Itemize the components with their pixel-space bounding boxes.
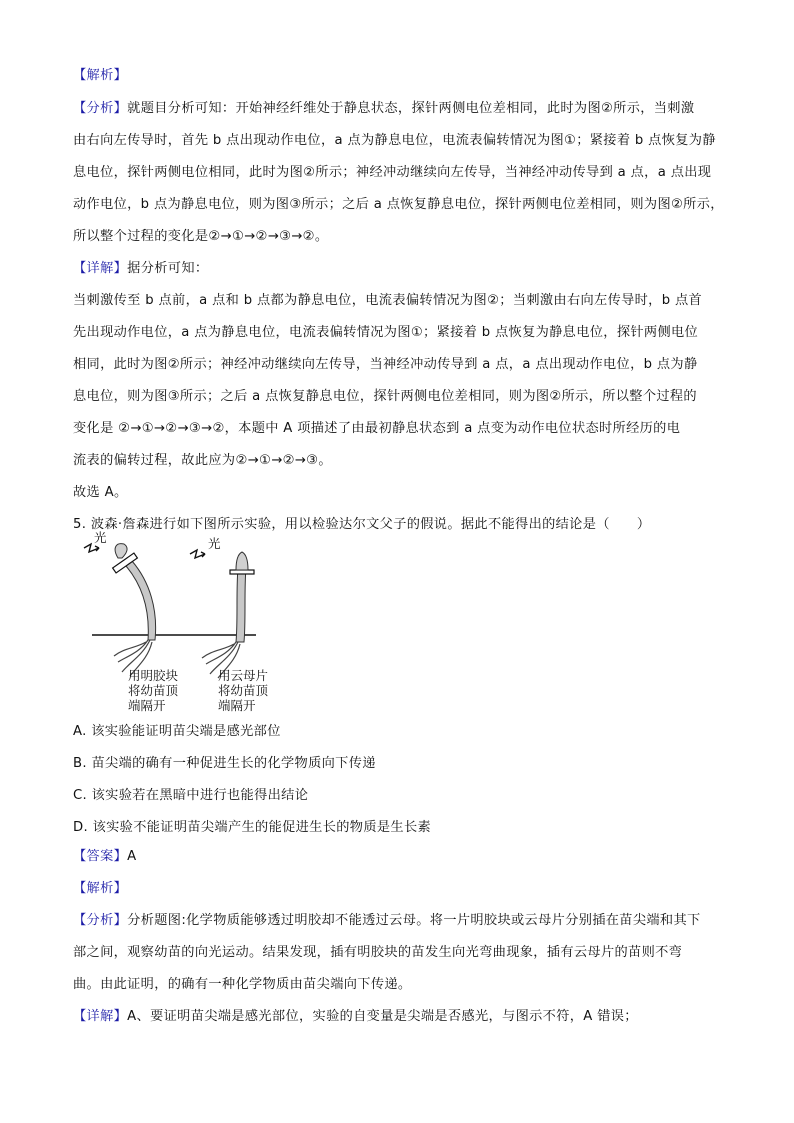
light-icon-left	[84, 544, 99, 552]
analysis-2-text: 分析题图:化学物质能够透过明胶却不能透过云母。将一片明胶块或云母片分别插在苗尖端和其下	[127, 913, 701, 928]
detail-line-3: 相同，此时为图②所示；神经冲动继续向左传导，当神经冲动传导到 a 点，a 点出现动作电位，b 点为静	[73, 357, 698, 372]
section-heading-text-2: 解析	[86, 881, 114, 896]
analysis-line-3: 息电位，探针两侧电位相同，此时为图②所示；神经冲动继续向左传导，当神经冲动传导到 a 点，a 点出现	[73, 165, 712, 180]
answer-value: A	[127, 849, 137, 864]
detail-line-0: 【详解】据分析可知：	[73, 261, 209, 276]
detail-2-tag: 详解	[86, 1009, 114, 1024]
answer-line: 【答案】A	[73, 849, 137, 864]
light-label-left: 光	[94, 530, 107, 545]
detail-first: 据分析可知：	[127, 261, 209, 276]
section-heading-analysis: 【解析】	[73, 68, 128, 83]
seedling-experiment-figure	[78, 530, 278, 715]
detail-line-5: 变化是 ②→①→②→③→②，本题中 A 项描述了由最初静息状态到 a 点变为动作电位状态时所经历的电	[73, 421, 681, 436]
caption-right-1: 用云母片	[218, 668, 269, 683]
light-icon-right	[190, 550, 205, 558]
analysis-tag: 分析	[86, 101, 114, 116]
option-a: A. 该实验能证明苗尖端是感光部位	[73, 724, 281, 739]
analysis-line-5: 所以整个过程的变化是②→①→②→③→②。	[73, 229, 329, 244]
analysis-2-line-2: 部之间，观察幼苗的向光运动。结果发现，插有明胶块的苗发生向光弯曲现象，插有云母片的苗则不弯	[73, 945, 683, 960]
light-label-right: 光	[208, 536, 221, 551]
analysis-line-1: 【分析】就题目分析可知：开始神经纤维处于静息状态，探针两侧电位差相同，此时为图②所示，当刺激	[73, 101, 695, 116]
caption-right-2: 将幼苗顶	[218, 683, 269, 698]
analysis-text: 就题目分析可知：开始神经纤维处于静息状态，探针两侧电位差相同，此时为图②所示，当刺激	[127, 101, 695, 116]
detail-line-4: 息电位，则为图③所示；之后 a 点恢复静息电位，探针两侧电位差相同，则为图②所示，所以整个过程的	[73, 389, 697, 404]
analysis-2-tag: 分析	[86, 913, 114, 928]
analysis-line-2: 由右向左传导时，首先 b 点出现动作电位，a 点为静息电位，电流表偏转情况为图①；紧接着 b 点恢复为静	[73, 133, 716, 148]
answer-tag: 答案	[86, 849, 114, 864]
detail-line-6: 流表的偏转过程，故此应为②→①→②→③。	[73, 453, 332, 468]
section-heading-analysis-2: 【解析】	[73, 881, 128, 896]
option-b: B. 苗尖端的确有一种促进生长的化学物质向下传递	[73, 756, 376, 771]
detail-line-2: 先出现动作电位，a 点为静息电位，电流表偏转情况为图①；紧接着 b 点恢复为静息电位，探针两侧电位	[73, 325, 699, 340]
detail-2-text: A、要证明苗尖端是感光部位，实验的自变量是尖端是否感光，与图示不符，A 错误；	[127, 1009, 638, 1024]
mica-sheet	[230, 570, 254, 574]
section-heading-text: 解析	[86, 68, 114, 83]
answer-choice: 故选 A。	[73, 485, 128, 500]
analysis-2-line-3: 曲。由此证明，的确有一种化学物质由苗尖端向下传递。	[73, 977, 412, 992]
analysis-line-4: 动作电位，b 点为静息电位，则为图③所示；之后 a 点恢复静息电位，探针两侧电位差相同，则为图②所示，	[73, 197, 724, 212]
detail-2-line-1: 【详解】A、要证明苗尖端是感光部位，实验的自变量是尖端是否感光，与图示不符，A 错误；	[73, 1009, 638, 1024]
seedling-right-mica	[202, 552, 254, 678]
seedling-left-gelatin	[113, 544, 156, 676]
analysis-2-line-1: 【分析】分析题图:化学物质能够透过明胶却不能透过云母。将一片明胶块或云母片分别插在苗尖端和其下	[73, 913, 701, 928]
detail-tag: 详解	[86, 261, 114, 276]
option-c: C. 该实验若在黑暗中进行也能得出结论	[73, 788, 309, 803]
option-d: D. 该实验不能证明苗尖端产生的能促进生长的物质是生长素	[73, 820, 432, 835]
caption-left-2: 将幼苗顶	[128, 683, 179, 698]
caption-left-3: 端隔开	[128, 698, 166, 713]
question-5-stem: 5. 波森·詹森进行如下图所示实验，用以检验达尔文父子的假说。据此不能得出的结论是（ ）	[73, 517, 651, 532]
detail-line-1: 当刺激传至 b 点前，a 点和 b 点都为静息电位，电流表偏转情况为图②；当刺激由右向左传导时，b 点首	[73, 293, 703, 308]
caption-left-1: 用明胶块	[128, 668, 179, 683]
caption-right-3: 端隔开	[218, 698, 256, 713]
